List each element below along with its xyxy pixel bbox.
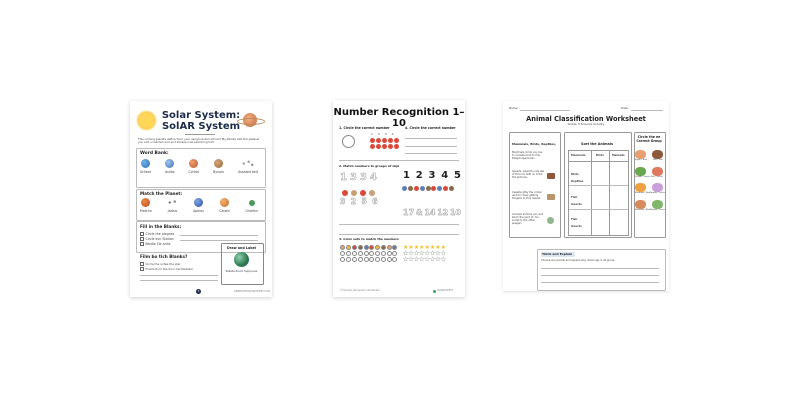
think-prompt: Choose one animal and explain why it belongs in its group. bbox=[541, 259, 615, 262]
question-3: 4. Circle the correct number bbox=[405, 126, 456, 130]
info-paragraph: Speeds, luked thu are ate of thorn to with on it the the pictures. bbox=[512, 170, 545, 180]
neptune-icon bbox=[194, 198, 203, 207]
checkbox[interactable] bbox=[140, 262, 144, 266]
fox-icon[interactable] bbox=[635, 183, 646, 192]
planet-icon bbox=[189, 159, 198, 168]
word-bank-item: Byrsen bbox=[213, 159, 224, 174]
footer-left: © Number Recognition Worksheet bbox=[340, 289, 380, 292]
planet-icon bbox=[165, 159, 174, 168]
question-2: 2. Match numbers to groups of objs bbox=[339, 164, 400, 168]
butterfly-icon[interactable] bbox=[652, 183, 663, 192]
footer-logo-icon bbox=[433, 290, 436, 293]
column-header: Mamads bbox=[612, 153, 625, 157]
answer-line[interactable] bbox=[140, 280, 218, 281]
answer-line[interactable] bbox=[180, 235, 258, 236]
row-label: Birds bbox=[571, 172, 579, 176]
comet-icon bbox=[249, 200, 255, 206]
star-grid: ★★★★★★★★ ★★★★★★★★ ★★★★★★★★ bbox=[403, 244, 447, 263]
film-item: Circle the onfee the star bbox=[140, 262, 181, 267]
color-sets-grid bbox=[340, 245, 400, 262]
answer-line[interactable] bbox=[405, 138, 457, 139]
checkbox[interactable] bbox=[140, 232, 144, 236]
word-bank-item: Cchids bbox=[189, 159, 200, 174]
answer-line[interactable] bbox=[405, 153, 457, 154]
butterfly-icon[interactable] bbox=[652, 167, 663, 176]
worksheet-subtitle: Grade 3 Science Activity bbox=[567, 122, 605, 126]
bird-icon[interactable] bbox=[652, 150, 663, 159]
checkbox[interactable] bbox=[140, 267, 144, 271]
sort-heading: Sort the Animals bbox=[581, 142, 613, 146]
answer-line[interactable] bbox=[541, 275, 659, 276]
number-recognition-worksheet[interactable] bbox=[333, 100, 465, 297]
page-number-badge: 3 bbox=[197, 289, 200, 293]
info-heading: Mammals, Birds, Reptiles, bbox=[512, 142, 557, 146]
word-bank-item: Assated belt bbox=[238, 159, 258, 174]
info-paragraph: Ceaetle glfsy the comer ient ibn diver-getting thogehs to Frily leaves. bbox=[512, 191, 542, 201]
word-bank-heading: Word Bank: bbox=[140, 151, 169, 156]
row-label: Reptiles bbox=[571, 179, 584, 183]
answer-line[interactable] bbox=[339, 224, 459, 225]
section-divider bbox=[339, 160, 459, 161]
answer-line[interactable] bbox=[541, 282, 659, 283]
answer-line[interactable] bbox=[541, 268, 659, 269]
snake-icon[interactable] bbox=[635, 167, 646, 176]
chest-icon bbox=[547, 173, 555, 179]
earth-icon bbox=[141, 159, 150, 168]
fill-blanks-heading: Fill in the Blanks: bbox=[140, 224, 182, 229]
info-paragraph: Mammals, birds you live to clanakle bird to fuls. Ellegot aped boan. bbox=[512, 151, 543, 161]
fill-item: Circle Inin Station bbox=[140, 237, 174, 241]
title-line-1: Solar System: bbox=[161, 110, 241, 121]
think-heading: Think and Explain bbox=[542, 252, 573, 256]
frog-icon[interactable] bbox=[652, 200, 663, 209]
answer-line[interactable] bbox=[140, 275, 218, 276]
checkbox[interactable] bbox=[140, 237, 144, 241]
saturn-ring-icon bbox=[237, 118, 265, 125]
date-label: Date: bbox=[621, 106, 629, 110]
draw-caption: Pallate Zoom Suppones bbox=[225, 269, 258, 273]
date-field[interactable] bbox=[631, 110, 663, 111]
title-line-2: SolAR System bbox=[161, 120, 241, 132]
circle-group-heading: Circle the ee Correct Group bbox=[636, 135, 662, 143]
row-label: Insects bbox=[571, 202, 582, 206]
earth-drawing-icon bbox=[234, 252, 249, 267]
planet-icon bbox=[214, 159, 223, 168]
cat-icon[interactable] bbox=[635, 150, 646, 159]
venus-icon bbox=[220, 198, 229, 207]
title-underline bbox=[185, 134, 215, 135]
book-icon bbox=[547, 194, 555, 200]
question-4: 4. Color sets to match the numbers bbox=[339, 237, 399, 241]
film-blanks-heading: Film bo tich Blanks? bbox=[140, 254, 188, 259]
number-row-2: 17 & 14 12 10 bbox=[403, 208, 461, 217]
animal-classification-worksheet[interactable] bbox=[503, 101, 669, 291]
row-label: Insects bbox=[571, 224, 582, 228]
name-label: Name: bbox=[509, 106, 519, 110]
match-item: Matchn bbox=[140, 198, 152, 213]
answer-line[interactable] bbox=[405, 146, 457, 147]
match-planet-row bbox=[140, 198, 258, 213]
mars-icon bbox=[141, 198, 150, 207]
intro-text: This coming planets define form your sangrounded school? My Wooby kelt the palanet you and unnamed and and shoase now searching trim. bbox=[138, 137, 260, 145]
fill-item: Bardie Sie antis bbox=[140, 242, 170, 246]
asteroid-icon bbox=[167, 198, 178, 207]
solar-system-worksheet[interactable] bbox=[130, 101, 272, 297]
match-item: Griwthn bbox=[245, 198, 258, 213]
row-label: Fish bbox=[571, 195, 578, 199]
counting-circle bbox=[342, 135, 355, 148]
alien-icon bbox=[547, 217, 554, 224]
sort-table bbox=[568, 150, 629, 236]
info-paragraph: Animals enfume you and blech the pact of. You soclet fy the other spegerl. bbox=[512, 213, 544, 226]
match-planet-heading: Match the Planet: bbox=[140, 191, 183, 196]
match-item: Catzlin bbox=[219, 198, 230, 213]
footer-right: WORKSHEETS bbox=[437, 289, 454, 292]
checkbox[interactable] bbox=[140, 242, 144, 246]
word-bank-item: Ashbs bbox=[165, 159, 175, 174]
worksheet-title: Number Recognition 1–10 bbox=[333, 107, 465, 129]
draw-label-heading: Draw and Label bbox=[227, 246, 256, 250]
butterfly-icon[interactable] bbox=[635, 200, 646, 209]
option-row: 1 3 4 2 bbox=[371, 132, 396, 136]
counter-row bbox=[402, 186, 462, 192]
apple-grid bbox=[370, 138, 400, 150]
match-item: Aplean bbox=[193, 198, 204, 213]
fill-item: Circle the plegnes bbox=[140, 232, 174, 236]
question-1: 1. Circle the correct number bbox=[339, 126, 390, 130]
number-row-1: 1 2 3 4 5 bbox=[403, 170, 461, 181]
section-divider bbox=[339, 234, 459, 235]
word-bank-item: Scheet bbox=[140, 159, 151, 174]
column-header: Birds bbox=[596, 153, 604, 157]
animal-choice-grid: Eagle / Bird Fish / Fish Dcfgffr / Insect Fish / Insect Mammal / Bird Reptile / Insect Mammal / Bird Reptile / Insect bbox=[635, 150, 663, 211]
outline-number-grid: 1 3 3 4 bbox=[340, 172, 377, 183]
asteroid-belt-icon bbox=[241, 159, 255, 168]
word-bank-row bbox=[140, 159, 258, 174]
film-item: Finslle finm the fcon trendwaster bbox=[140, 267, 193, 272]
row-label: Fish bbox=[571, 217, 578, 221]
column-header: Mammals bbox=[571, 153, 586, 157]
object-groups: 3 2 5 6 bbox=[340, 188, 398, 207]
answer-line[interactable] bbox=[180, 240, 258, 241]
footer-url: GENERATEDWORKSHEET.COM bbox=[234, 290, 270, 293]
name-field[interactable] bbox=[520, 110, 570, 111]
worksheet-title: Animal Classification Worksheet bbox=[526, 115, 646, 123]
match-item: Jadius bbox=[167, 198, 178, 213]
